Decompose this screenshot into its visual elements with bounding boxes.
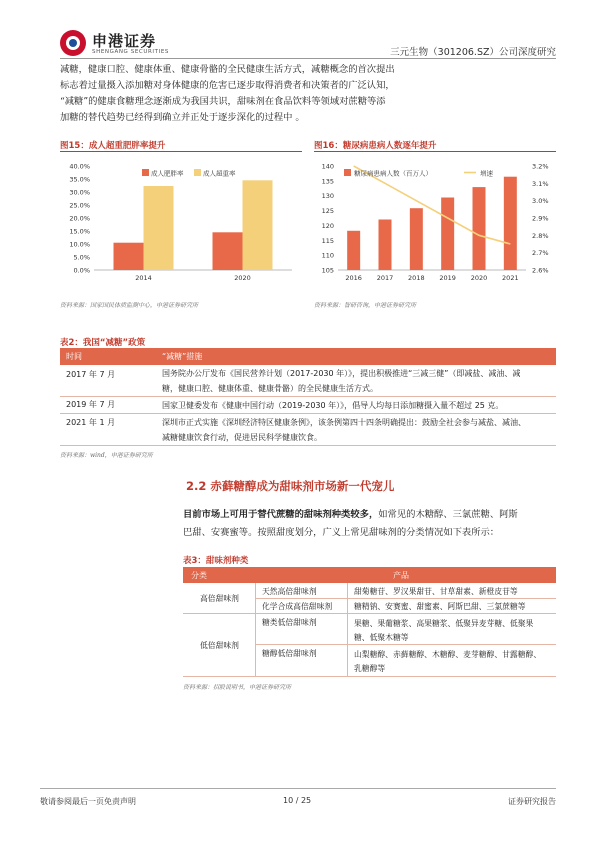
table-row: [60, 397, 556, 414]
bar: [379, 219, 392, 270]
table2-header: [60, 348, 556, 365]
legend-label: 糖尿病患病人数（百万人）: [354, 169, 432, 178]
y-tick-label: 5.0%: [73, 253, 90, 262]
bar: [441, 197, 454, 270]
intro-line: 加糖的替代趋势已经得到确立并正处于逐步深化的过程中 。: [60, 112, 305, 123]
table3-divider: [183, 676, 556, 677]
y2-tick-label: 2.6%: [532, 266, 549, 275]
table3-products: [354, 648, 541, 676]
x-tick-label: 2020: [234, 274, 251, 282]
brand-logo-icon: [60, 30, 86, 56]
table3-product-line: 乳糖醇等: [354, 664, 386, 673]
table3-divider: [255, 598, 556, 599]
table3-divider: [255, 583, 256, 676]
brand-name-en: SHENGANG SECURITIES: [92, 49, 169, 55]
legend-label: 成人肥胖率: [151, 169, 184, 178]
table2-measure-line: 国家卫健委发布《健康中国行动（2019-2030 年）》，倡导人均每日添加糖摄入量不超过 25 克。: [162, 401, 504, 410]
y-tick-label: 40.0%: [69, 162, 90, 171]
y-tick-label: 115: [321, 236, 334, 245]
table3-subgroup: 糖类低倍甜味剂: [262, 618, 317, 627]
table-row: [60, 366, 556, 397]
table3-product-line: 糖、低聚木糖等: [354, 633, 409, 642]
y-tick-label: 110: [321, 251, 334, 260]
table3-products: 糖精钠、安赛蜜、甜蜜素、阿斯巴甜、三氯蔗糖等: [354, 602, 526, 611]
report-title: 三元生物（301206.SZ）公司深度研究: [390, 47, 556, 58]
table2-measure-line: 国务院办公厅发布《国民营养计划（2017-2030 年）》，提出积极推进“三减三健”（即减盐、减油、减: [162, 369, 521, 378]
table3-header-product: 产品: [393, 571, 409, 580]
y-tick-label: 35.0%: [69, 175, 90, 184]
table3-product-line: 山梨糖醇、赤藓糖醇、木糖醇、麦芽糖醇、甘露糖醇、: [354, 650, 542, 659]
bar: [410, 208, 423, 270]
fig15-title: 图15：成人超重肥胖率提升: [60, 141, 166, 151]
bar: [347, 231, 360, 270]
fig15-rule: [60, 151, 302, 152]
header-divider: [60, 58, 556, 59]
section-title: 2.2 赤藓糖醇成为甜味剂市场新一代宠儿: [186, 479, 395, 493]
bar: [213, 232, 243, 270]
table-row: [60, 414, 556, 446]
y2-tick-label: 3.0%: [532, 197, 549, 206]
table2-measure-line: 糖，健康口腔、健康体重、健康骨骼）的全民健康生活方式。: [162, 384, 378, 393]
intro-line: 减糖，健康口腔、健康体重、健康骨骼的全民健康生活方式，减糖概念的首次提出: [60, 64, 395, 75]
y-tick-label: 15.0%: [69, 227, 90, 236]
fig15-source: 资料来源：国家国民体质监测中心，申港证券研究所: [60, 302, 199, 309]
bar: [473, 187, 486, 270]
x-tick-label: 2017: [376, 274, 394, 282]
fig15-chart: [60, 156, 302, 286]
bar: [243, 180, 273, 270]
table3-subgroup: 天然高倍甜味剂: [262, 587, 317, 596]
y-tick-label: 130: [321, 192, 334, 201]
table3-group: 高倍甜味剂: [200, 594, 239, 603]
y-tick-label: 20.0%: [69, 214, 90, 223]
footer-divider: [40, 788, 556, 789]
bar: [114, 243, 144, 270]
x-tick-label: 2019: [439, 274, 456, 282]
y-tick-label: 140: [321, 162, 334, 171]
brand-name: 申港证券: [92, 32, 157, 50]
page-number: 10 / 25: [283, 796, 312, 805]
bar: [144, 186, 174, 270]
series-line: [354, 166, 511, 244]
section-paragraph: [183, 506, 556, 542]
table2-title: 表2：我国“减糖”政策: [60, 338, 146, 348]
legend-swatch: [344, 169, 351, 176]
x-tick-label: 2020: [470, 274, 488, 282]
fig16-source: 资料来源：智研咨询，申港证券研究所: [314, 302, 417, 309]
y-tick-label: 120: [321, 221, 334, 230]
legend-label: 成人超重率: [203, 169, 236, 178]
y-tick-label: 0.0%: [73, 266, 90, 275]
table3-divider: [183, 613, 556, 614]
table3-subgroup: 糖醇低倍甜味剂: [262, 649, 317, 658]
fig16-rule: [314, 151, 556, 152]
y-tick-label: 105: [321, 266, 334, 275]
table2-header-time: 时间: [66, 352, 82, 361]
section-para-bold: 目前市场上可用于替代蔗糖的甜味剂种类较多，: [183, 509, 379, 520]
y-tick-label: 125: [321, 207, 334, 216]
table3-products: 甜菊糖苷、罗汉果甜苷、甘草甜素、新橙皮苷等: [354, 587, 518, 596]
table3-header: [183, 567, 556, 583]
footer-disclaimer: 敬请参阅最后一页免责声明: [40, 797, 136, 806]
intro-paragraph: [60, 62, 556, 126]
y2-tick-label: 3.1%: [532, 179, 549, 188]
table2-measure-line: 深圳市正式实施《深圳经济特区健康条例》，该条例第四十四条明确提出：鼓励全社会参与减盐、减油、: [162, 418, 526, 427]
table2-measure-line: 减糖健康饮食行动，促进居民科学健康饮食。: [162, 433, 322, 442]
y2-tick-label: 2.8%: [532, 231, 549, 240]
table3-title: 表3：甜味剂种类: [183, 556, 249, 566]
y-tick-label: 30.0%: [69, 188, 90, 197]
legend-label: 增速: [480, 169, 493, 178]
x-tick-label: 2021: [502, 274, 519, 282]
y-tick-label: 10.0%: [69, 240, 90, 249]
table3-header-category: 分类: [191, 571, 207, 580]
section-para-line: 巴甜、安赛蜜等。按照甜度划分，广义上常见甜味剂的分类情况如下表所示：: [183, 527, 500, 538]
y2-tick-label: 2.9%: [532, 214, 549, 223]
x-tick-label: 2014: [135, 274, 152, 282]
table2-time: 2019 年 7 月: [66, 400, 116, 409]
intro-line: “减糖”的健康食糖理念逐渐成为我国共识，甜味剂在食品饮料等领域对蔗糖等添: [60, 96, 386, 107]
intro-line: 标志着过量摄入添加糖对身体健康的危害已逐步取得消费者和决策者的广泛认知，: [60, 80, 395, 91]
fig16-chart: [314, 156, 556, 286]
bar: [504, 177, 517, 270]
table3-products: [354, 617, 533, 645]
table2-header-measure: “减糖”措施: [162, 352, 203, 361]
y-tick-label: 135: [321, 177, 334, 186]
legend-swatch: [194, 169, 201, 176]
table2-time: 2021 年 1 月: [66, 418, 116, 427]
table2-time: 2017 年 7 月: [66, 370, 116, 379]
y2-tick-label: 2.7%: [532, 249, 549, 258]
x-tick-label: 2018: [408, 274, 425, 282]
table3-subgroup: 化学合成高倍甜味剂: [262, 602, 333, 611]
x-tick-label: 2016: [345, 274, 362, 282]
table3-group: 低倍甜味剂: [200, 641, 239, 650]
table2-source: 资料来源：wind，申港证券研究所: [60, 452, 153, 459]
y2-tick-label: 3.2%: [532, 162, 549, 171]
legend-swatch: [142, 169, 149, 176]
table3-product-line: 果糖、果葡糖浆、高果糖浆、低聚异麦芽糖、低聚果: [354, 619, 534, 628]
table3-divider: [347, 583, 348, 676]
fig16-title: 图16：糖尿病患病人数逐年提升: [314, 141, 437, 151]
section-para-rest: 如常见的木糖醇、三氯蔗糖、阿斯: [378, 509, 518, 520]
footer-report-type: 证券研究报告: [508, 797, 556, 806]
y-tick-label: 25.0%: [69, 201, 90, 210]
table3-source: 资料来源：招股说明书，申港证券研究所: [183, 684, 292, 691]
